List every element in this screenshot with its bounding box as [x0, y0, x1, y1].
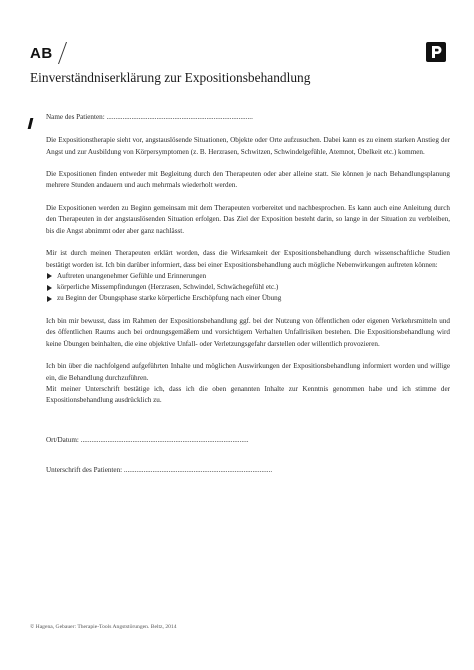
publisher-p-logo-icon — [426, 42, 446, 62]
place-date-field[interactable]: Ort/Datum: .............................................................................................. — [46, 436, 249, 444]
worksheet-badge: AB — [30, 45, 53, 62]
patient-name-field[interactable]: Name des Patienten: .................................................................................. — [46, 113, 253, 121]
page-title: Einverständniserklärung zur Expositionsbehandlung — [30, 70, 311, 85]
margin-marker — [28, 118, 34, 129]
list-item: Auftreten unangenehmer Gefühle und Erinnerungen — [46, 271, 450, 282]
paragraph-1: Die Expositionstherapie sieht vor, angstauslösende Situationen, Objekte oder Orte aufzusuchen. Dabei kann es zu einem starken Anstieg der Angst und zur Ausbildung von Körpersymptomen (z. B. Herzrasen, Schwitzen, Schwindelgefühle, Atemnot, Übelkeit etc.) kommen. — [46, 136, 450, 156]
paragraph-2: Die Expositionen finden entweder mit Begleitung durch den Therapeuten oder aber alleine statt. Sie können je nach Behandlungsplanung mehrere Stunden andauern und auch mehrmals wiederholt werden. — [46, 170, 450, 190]
bullet-arrow-icon — [47, 296, 52, 302]
patient-signature-field[interactable]: Unterschrift des Patienten: ................................................................................... — [46, 466, 273, 474]
consent-body — [46, 112, 450, 418]
copyright-footer: © Hagena, Gebauer: Therapie-Tools Angststörungen. Beltz, 2014 — [30, 624, 177, 630]
paragraph-4: Mir ist durch meinen Therapeuten erklärt worden, dass die Wirksamkeit der Expositionsbehandlung durch wissenschaftliche Studien bestätigt worden ist. Ich bin darüber informiert, dass bei einer Expositionsbehandlung auch mögliche Nebenwirkungen auftreten können: — [46, 249, 450, 269]
paragraph-6b: Mit meiner Unterschrift bestätige ich, dass ich die oben genannten Inhalte zur Kenntnis genommen habe und ich stimme der Expositionsbehandlung ausdrücklich zu. — [46, 384, 450, 405]
side-effects-list — [46, 271, 450, 305]
list-item: zu Beginn der Übungsphase starke körperliche Erschöpfung nach einer Übung — [46, 293, 450, 304]
badge-slash — [58, 42, 67, 64]
bullet-arrow-icon — [47, 285, 52, 291]
paragraph-3: Die Expositionen werden zu Beginn gemeinsam mit dem Therapeuten vorbereitet und nachbesprochen. Es kann auch eine Anleitung durch den Therapeuten in der angstauslösenden Situation erfolgen. Das Ziel der Exposition besteht darin, so lange in der Situation zu verbleiben, bis die Angst abnimmt oder aber ganz nachlässt. — [46, 204, 450, 235]
list-item: körperliche Missempfindungen (Herzrasen, Schwindel, Schwächegefühl etc.) — [46, 282, 450, 293]
paragraph-5: Ich bin mir bewusst, dass im Rahmen der Expositionsbehandlung ggf. bei der Nutzung von öffentlichen oder eigenen Verkehrsmitteln und des öffentlichen Raums auch bei ordnungsgemäßem und vorsichtigem Verhalten Unfallrisiken bestehen. Die Expositionsbehandlung wird keine Übungen beinhalten, die eine objektive Unfall- oder Verletzungsgefahr darstellen oder willentlich provozieren. — [46, 317, 450, 348]
bullet-arrow-icon — [47, 273, 52, 279]
paragraph-6a: Ich bin über die nachfolgend aufgeführten Inhalte und möglichen Auswirkungen der Expositionsbehandlung informiert worden und willige ein, die Behandlung durchzuführen. — [46, 362, 450, 382]
